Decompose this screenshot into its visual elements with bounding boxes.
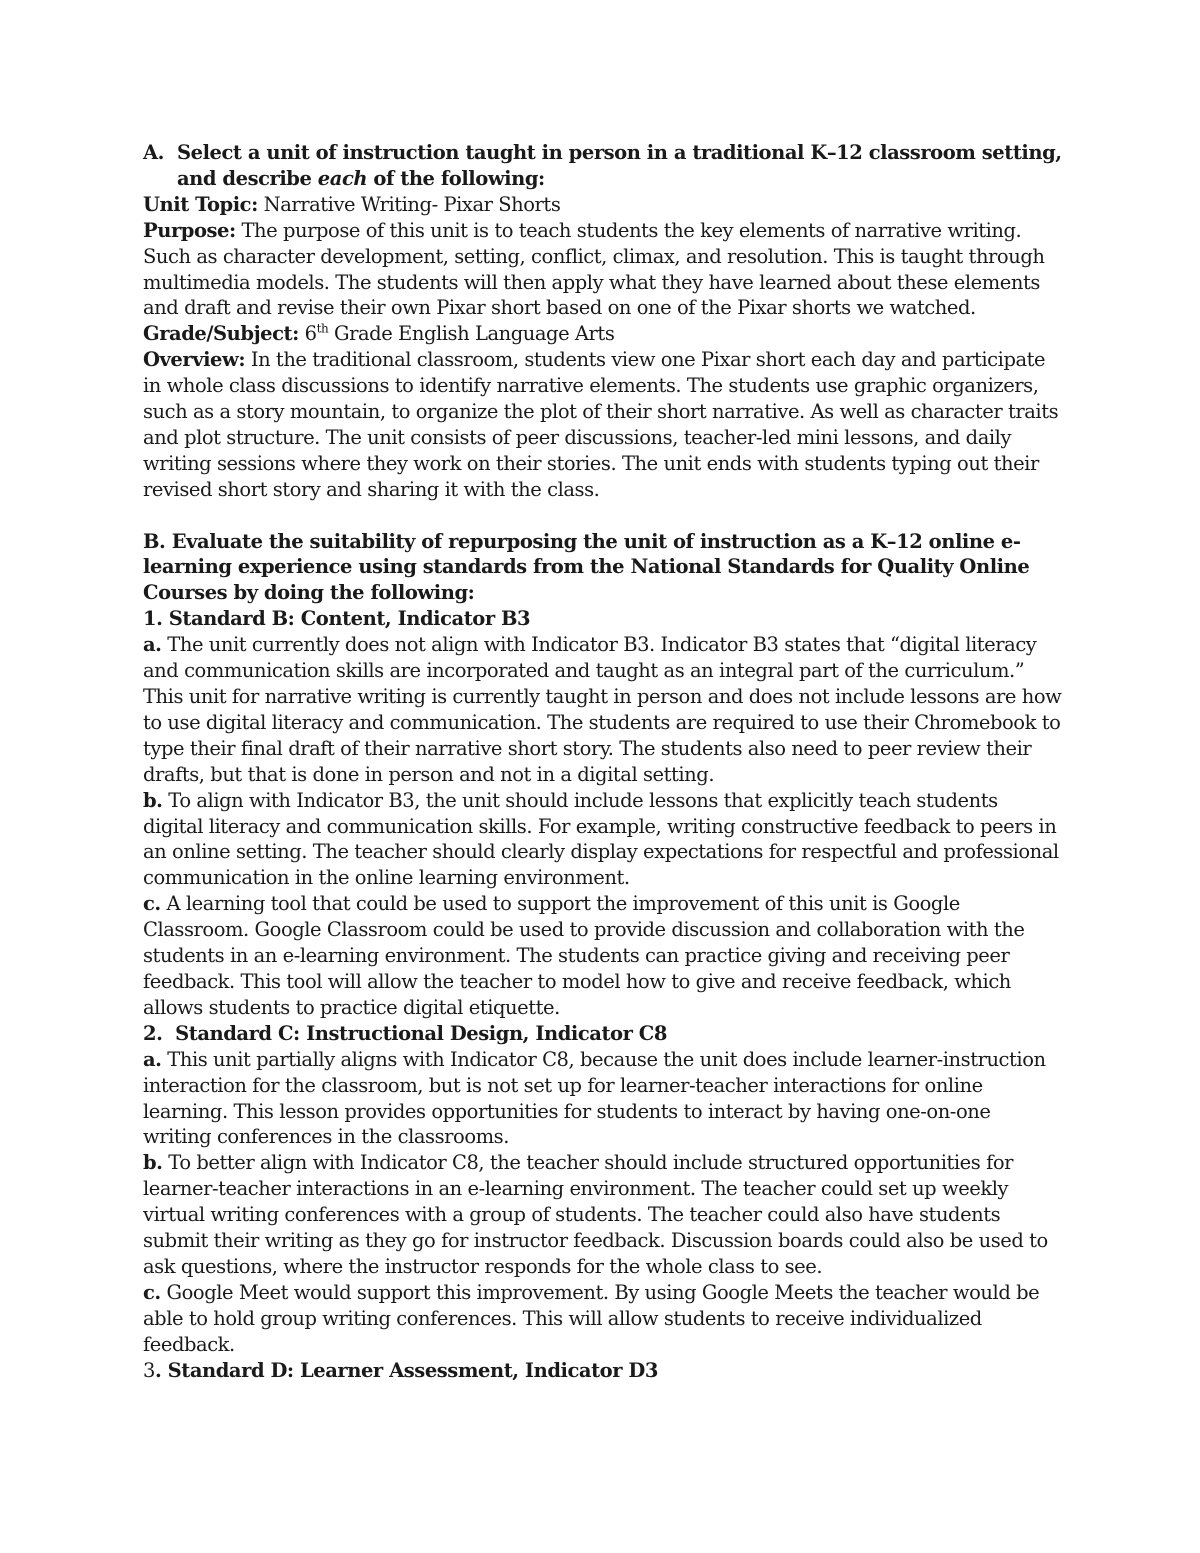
standard-b-item-c: c. A learning tool that could be used to support the improvement of this unit is Google Classroom. Google Classroom could be used to provide discussion and collaboration with the students in an e-learning environment. The students can practice giving and receiving peer feedback. This tool will allow the teacher to model how to give and receive feedback, which allows students to practice digital etiquette. [143,892,1025,1019]
purpose-label: Purpose: [143,218,236,242]
grade-subject-label: Grade/Subject: [143,322,299,346]
standard-d-heading: 3. Standard D: Learner Assessment, Indicator D3 [143,1358,658,1382]
unit-topic [143,192,1063,218]
standard-b-heading: 1. Standard B: Content, Indicator B3 [143,607,531,631]
grade-subject: Grade/Subject: 6th Grade English Language Arts [143,321,615,346]
unit-topic-value: Narrative Writing- Pixar Shorts [257,192,561,216]
purpose-text: The purpose of this unit is to teach students the key elements of narrative writing. Such as character development, setting, conflict, climax, and resolution. This is taught through multimedia models. The students will then apply what they have learned about these elements and draft and revise their own Pixar short based on one of the Pixar shorts we watched. [143,218,1045,320]
section-a-question-text: Select a unit of instruction taught in person in a traditional K–12 classroom setting, and describe each of the following: [177,141,1062,190]
overview [143,347,1063,502]
overview-text: In the traditional classroom, students view one Pixar short each day and participate in whole class discussions to identify narrative elements. The students use graphic organizers, such as a story mountain, to organize the plot of their short narrative. As well as character traits and plot structure. The unit consists of peer discussions, teacher-led mini lessons, and daily writing sessions where they work on their stories. The unit ends with students typing out their revised short story and sharing it with the class. [143,348,1059,501]
section-a-marker: A. [143,141,165,164]
standard-b-item-b: b. To align with Indicator B3, the unit should include lessons that explicitly teach students digital literacy and communication skills. For example, writing constructive feedback to peers in an online setting. The teacher should clearly display expectations for respectful and professional communication in the online learning environment. [143,788,1059,890]
emphasis-each: each [317,166,368,190]
paragraph-gap [143,503,1063,529]
standard-c-item-c: c. Google Meet would support this improvement. By using Google Meets the teacher would be able to hold group writing conferences. This will allow students to receive individualized feedback. [143,1280,1040,1356]
document-page [143,140,1063,1383]
standard-b-item-a: a. The unit currently does not align with Indicator B3. Indicator B3 states that “digital literacy and communication skills are incorporated and taught as an integral part of the curriculum.” This unit for narrative writing is currently taught in person and does not include lessons are how to use digital literacy and communication. The students are required to use their Chromebook to type their final draft of their narrative short story. The students also need to peer review their drafts, but that is done in person and not in a digital setting. [143,633,1062,786]
purpose [143,218,1063,322]
standard-c-heading: 2. Standard C: Instructional Design, Indicator C8 [143,1021,667,1045]
section-b-heading: B. Evaluate the suitability of repurposing the unit of instruction as a K–12 online e-learning experience using standards from the National Standards for Quality Online Courses by doing the following: [143,529,1030,605]
unit-topic-label: Unit Topic: [143,192,258,216]
section-a-question [143,140,1063,192]
standard-c-item-b: b. To better align with Indicator C8, the teacher should include structured opportunities for learner-teacher interactions in an e-learning environment. The teacher could set up weekly virtual writing conferences with a group of students. The teacher could also have students submit their writing as they go for instructor feedback. Discussion boards could also be used to ask questions, where the instructor responds for the whole class to see. [143,1151,1048,1278]
overview-label: Overview: [143,348,246,372]
standard-c-item-a: a. This unit partially aligns with Indicator C8, because the unit does include learner-instruction interaction for the classroom, but is not set up for learner-teacher interactions for online learning. This lesson provides opportunities for students to interact by having one-on-one writing conferences in the classrooms. [143,1047,1046,1149]
